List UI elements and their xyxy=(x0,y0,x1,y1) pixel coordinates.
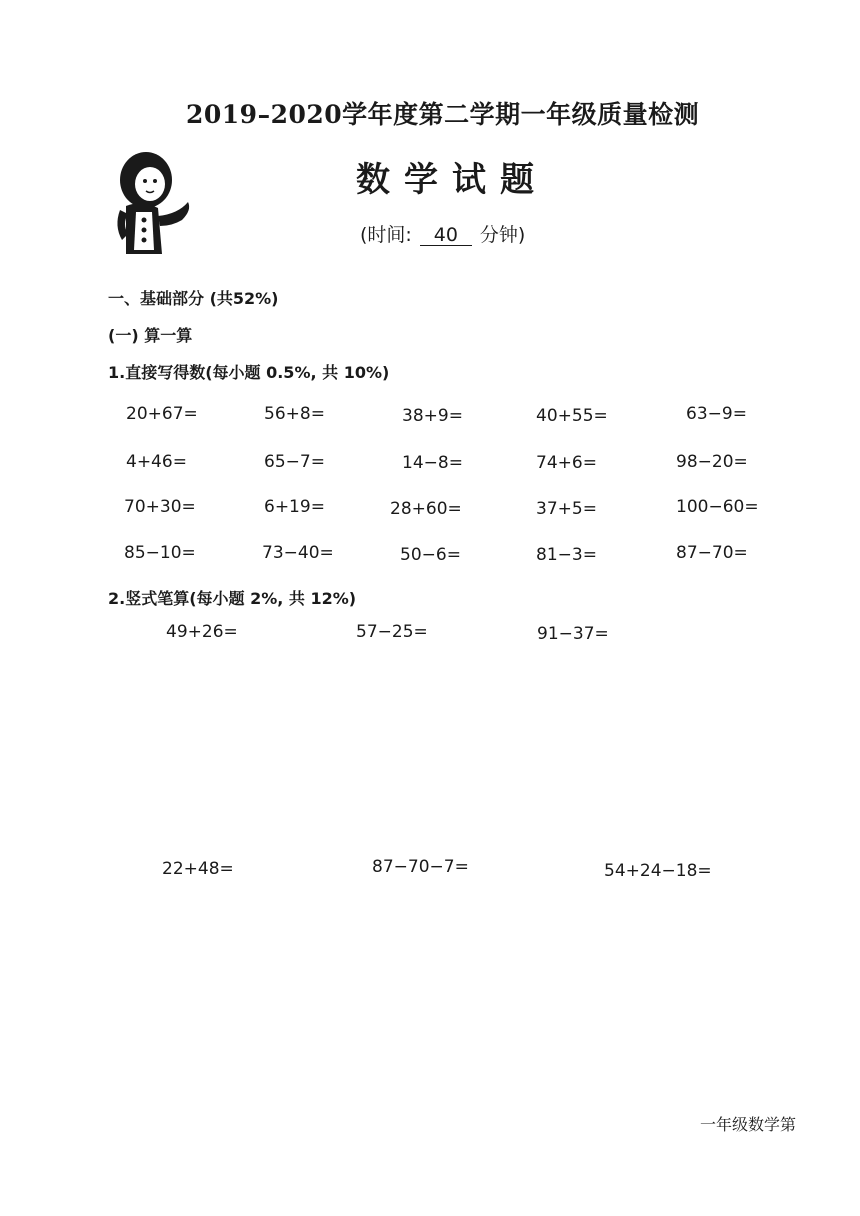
q1-problem: 65−7= xyxy=(264,452,325,472)
q2-problem: 91−37= xyxy=(537,624,609,644)
q1-problem: 73−40= xyxy=(262,543,334,563)
q1-problem: 28+60= xyxy=(390,499,462,519)
time-minutes-value: 40 xyxy=(420,225,472,246)
q1-problem: 70+30= xyxy=(124,497,196,517)
q1-problem: 98−20= xyxy=(676,452,748,472)
q2-problem: 87−70−7= xyxy=(372,857,469,877)
q1-problem: 40+55= xyxy=(536,406,608,426)
q1-problem: 6+19= xyxy=(264,497,325,517)
q1-problem: 14−8= xyxy=(402,453,463,473)
q2-problem: 49+26= xyxy=(166,622,238,642)
time-prefix: (时间: xyxy=(360,224,412,246)
q1-problem: 87−70= xyxy=(676,543,748,563)
subsection-calculate-title: (一) 算一算 xyxy=(108,326,193,345)
q2-problem: 22+48= xyxy=(162,859,234,879)
exam-subject-title: 数学试题 xyxy=(356,160,548,200)
mascot-illustration-icon xyxy=(112,150,196,260)
q1-problem: 20+67= xyxy=(126,404,198,424)
q2-problem: 57−25= xyxy=(356,622,428,642)
q1-problem: 4+46= xyxy=(126,452,187,472)
exam-header-title: 2019–2020学年度第二学期一年级质量检测 xyxy=(186,100,700,129)
section-basic-title: 一、基础部分 (共52%) xyxy=(108,289,279,308)
q1-problem: 38+9= xyxy=(402,406,463,426)
question-1-title: 1.直接写得数(每小题 0.5%, 共 10%) xyxy=(108,363,390,382)
q1-problem: 85−10= xyxy=(124,543,196,563)
page-footer-label: 一年级数学第 xyxy=(700,1115,797,1134)
exam-time-line xyxy=(360,220,525,247)
question-2-title: 2.竖式笔算(每小题 2%, 共 12%) xyxy=(108,589,357,608)
q1-problem: 63−9= xyxy=(686,404,747,424)
time-suffix: 分钟) xyxy=(479,224,526,246)
q2-problem: 54+24−18= xyxy=(604,861,712,881)
q1-problem: 100−60= xyxy=(676,497,759,517)
q1-problem: 56+8= xyxy=(264,404,325,424)
q1-problem: 50−6= xyxy=(400,545,461,565)
q1-problem: 81−3= xyxy=(536,545,597,565)
q1-problem: 37+5= xyxy=(536,499,597,519)
q1-problem: 74+6= xyxy=(536,453,597,473)
